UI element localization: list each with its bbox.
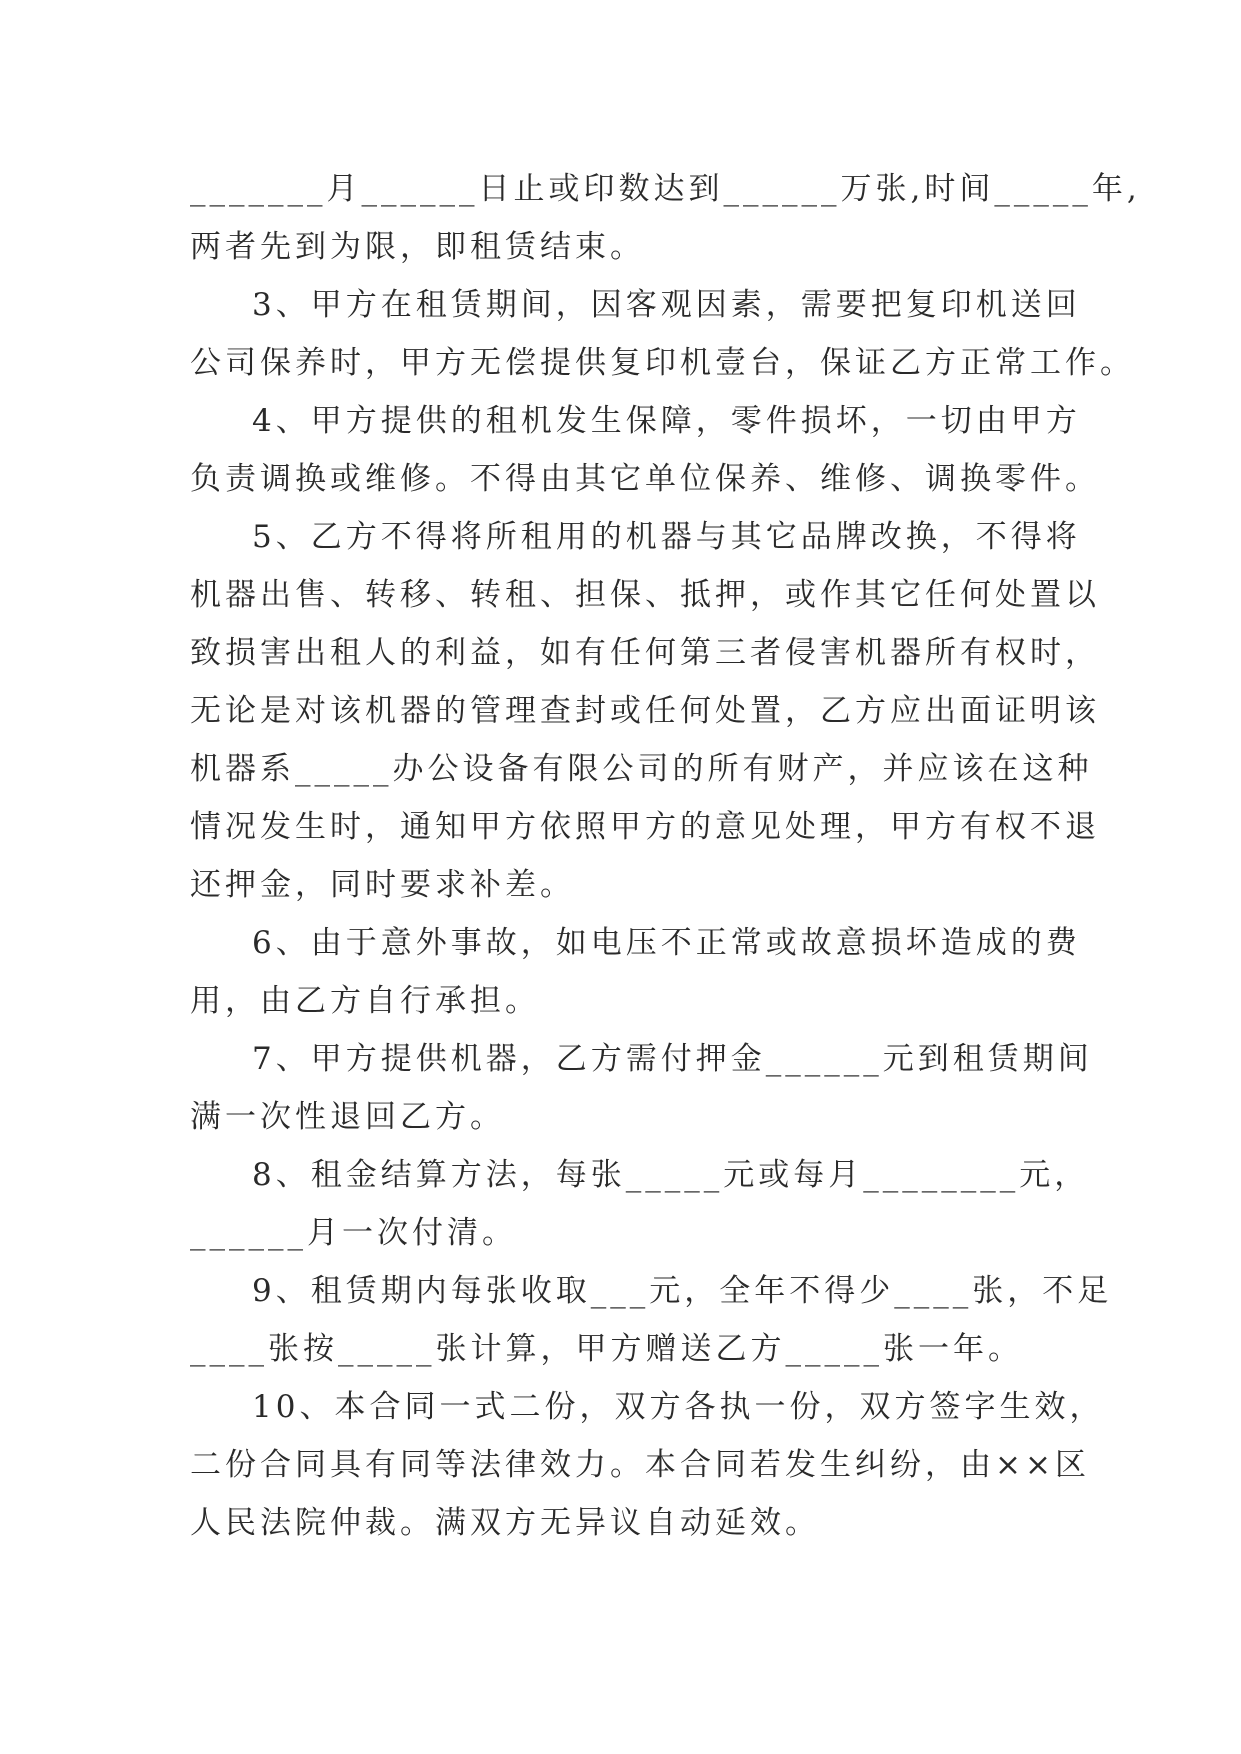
text-line: 9、租赁期内每张收取___元，全年不得少____张，不足 xyxy=(252,1273,1113,1309)
paragraph-10 xyxy=(190,1378,1105,1552)
paragraph-4 xyxy=(190,392,1100,508)
text-line: 致损害出租人的利益，如有任何第三者侵害机器所有权时， xyxy=(190,635,1100,671)
text-line: 两者先到为限，即租赁结束。 xyxy=(190,229,645,265)
text-line: _______月______日止或印数达到______万张,时间_____年, xyxy=(190,171,1141,207)
text-line: 情况发生时，通知甲方依照甲方的意见处理，甲方有权不退 xyxy=(190,809,1100,845)
contract-body xyxy=(190,160,1141,1552)
text-line: 公司保养时，甲方无偿提供复印机壹台，保证乙方正常工作。 xyxy=(190,345,1135,381)
paragraph-3 xyxy=(190,276,1135,392)
text-line: 6、由于意外事故，如电压不正常或故意损坏造成的费 xyxy=(252,925,1081,961)
text-line: 7、甲方提供机器，乙方需付押金______元到租赁期间 xyxy=(252,1041,1093,1077)
text-line: 人民法院仲裁。满双方无异议自动延效。 xyxy=(190,1505,820,1541)
text-line: 还押金，同时要求补差。 xyxy=(190,867,575,903)
text-line: ______月一次付清。 xyxy=(190,1215,517,1251)
text-line: 5、乙方不得将所租用的机器与其它品牌改换，不得将 xyxy=(252,519,1081,555)
text-line: 无论是对该机器的管理查封或任何处置，乙方应出面证明该 xyxy=(190,693,1100,729)
text-line: 10、本合同一式二份，双方各执一份，双方签字生效， xyxy=(252,1389,1105,1425)
text-line: 满一次性退回乙方。 xyxy=(190,1099,505,1135)
text-line: 用，由乙方自行承担。 xyxy=(190,983,540,1019)
text-line: 机器系_____办公设备有限公司的所有财产，并应该在这种 xyxy=(190,751,1093,787)
paragraph-6 xyxy=(190,914,1090,1030)
paragraph-term xyxy=(190,160,1141,276)
text-line: 3、甲方在租赁期间，因客观因素，需要把复印机送回 xyxy=(252,287,1081,323)
text-line: 机器出售、转移、转租、担保、抵押，或作其它任何处置以 xyxy=(190,577,1100,613)
paragraph-7 xyxy=(190,1030,1093,1146)
text-line: 8、租金结算方法，每张_____元或每月________元， xyxy=(252,1157,1090,1193)
paragraph-9 xyxy=(190,1262,1113,1378)
text-line: 负责调换或维修。不得由其它单位保养、维修、调换零件。 xyxy=(190,461,1100,497)
text-line: 二份合同具有同等法律效力。本合同若发生纠纷，由××区 xyxy=(190,1447,1090,1483)
text-line: 4、甲方提供的租机发生保障，零件损坏，一切由甲方 xyxy=(252,403,1081,439)
paragraph-5 xyxy=(190,508,1100,914)
paragraph-8 xyxy=(190,1146,1090,1262)
text-line: ____张按_____张计算，甲方赠送乙方_____张一年。 xyxy=(190,1331,1023,1367)
